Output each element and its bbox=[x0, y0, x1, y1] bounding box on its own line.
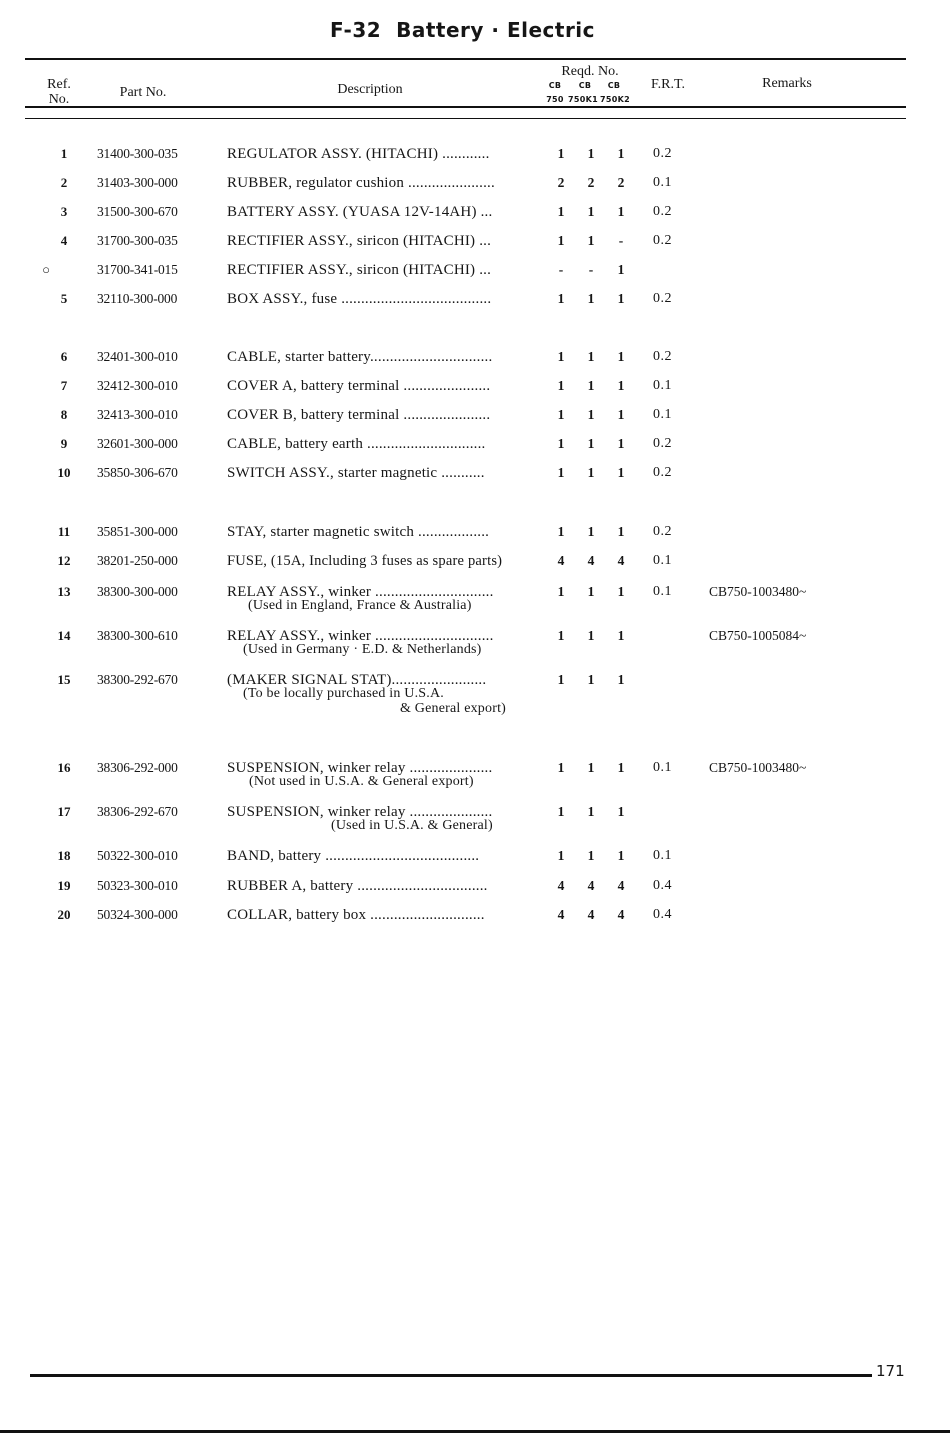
ref-number: 16 bbox=[57, 760, 71, 775]
header-model-bottom-3: 750K2 bbox=[600, 95, 630, 104]
description: RECTIFIER ASSY., siricon (HITACHI) ... bbox=[227, 233, 492, 249]
part-number: 32413-300-010 bbox=[97, 407, 178, 422]
part-number: 50324-300-000 bbox=[97, 907, 178, 922]
qty-cb750k2: 1 bbox=[617, 524, 625, 539]
ref-number: 3 bbox=[60, 204, 68, 219]
qty-cb750: 1 bbox=[557, 584, 565, 599]
page-title: F-32 Battery · Electric bbox=[329, 18, 596, 42]
table-row bbox=[0, 291, 950, 307]
part-number: 31403-300-000 bbox=[97, 175, 178, 190]
frt-value: 0.1 bbox=[653, 378, 672, 393]
ref-number: 4 bbox=[60, 233, 68, 248]
qty-cb750k2: 1 bbox=[617, 262, 625, 277]
qty-cb750k2: 1 bbox=[617, 848, 625, 863]
ref-number: 17 bbox=[57, 804, 71, 819]
part-number: 50322-300-010 bbox=[97, 848, 178, 863]
qty-cb750k2: 1 bbox=[617, 804, 625, 819]
frt-value: 0.1 bbox=[653, 175, 672, 190]
qty-cb750: 1 bbox=[557, 291, 565, 306]
header-frt: F.R.T. bbox=[650, 77, 685, 92]
qty-cb750k2: 2 bbox=[617, 175, 625, 190]
part-number: 38201-250-000 bbox=[97, 553, 178, 568]
part-number: 35850-306-670 bbox=[97, 465, 178, 480]
ref-number: 8 bbox=[60, 407, 68, 422]
description: RELAY ASSY., winker .............................. bbox=[227, 584, 494, 600]
qty-cb750k1: 1 bbox=[587, 628, 595, 643]
frt-value: 0.4 bbox=[653, 907, 672, 922]
variant-circle-marker: ○ bbox=[42, 262, 50, 277]
description: CABLE, battery earth .............................. bbox=[227, 436, 486, 452]
ref-number: 18 bbox=[57, 848, 71, 863]
qty-cb750k1: 1 bbox=[587, 233, 595, 248]
part-number: 38300-300-610 bbox=[97, 628, 178, 643]
description: BOX ASSY., fuse ...................................... bbox=[227, 291, 492, 307]
part-number: 35851-300-000 bbox=[97, 524, 178, 539]
header-remarks: Remarks bbox=[762, 76, 812, 91]
description: STAY, starter magnetic switch .................. bbox=[227, 524, 490, 540]
qty-cb750: 1 bbox=[557, 672, 565, 687]
part-number: 31400-300-035 bbox=[97, 146, 178, 161]
qty-cb750k2: 1 bbox=[617, 436, 625, 451]
description: FUSE, (15A, Including 3 fuses as spare parts) bbox=[227, 553, 503, 569]
frt-value: 0.1 bbox=[653, 848, 672, 863]
ref-number: 6 bbox=[60, 349, 68, 364]
description-note: (To be locally purchased in U.S.A. bbox=[243, 686, 444, 701]
qty-cb750: 4 bbox=[557, 907, 565, 922]
description: SUSPENSION, winker relay ..................... bbox=[227, 760, 493, 776]
frt-value: 0.4 bbox=[653, 878, 672, 893]
qty-cb750: 1 bbox=[557, 524, 565, 539]
footer-rule bbox=[30, 1374, 872, 1377]
qty-cb750k2: 1 bbox=[617, 465, 625, 480]
qty-cb750k1: 1 bbox=[587, 804, 595, 819]
qty-cb750k1: 1 bbox=[587, 146, 595, 161]
part-number: 32601-300-000 bbox=[97, 436, 178, 451]
ref-number: 13 bbox=[57, 584, 71, 599]
part-number: 38306-292-000 bbox=[97, 760, 178, 775]
description: SUSPENSION, winker relay ..................... bbox=[227, 804, 493, 820]
qty-cb750: 4 bbox=[557, 553, 565, 568]
header-part-no: Part No. bbox=[119, 85, 167, 100]
description-note: & General export) bbox=[400, 701, 507, 716]
ref-number: 20 bbox=[57, 907, 71, 922]
table-row bbox=[0, 760, 950, 776]
part-number: 32110-300-000 bbox=[97, 291, 178, 306]
description-note: (Used in Germany · E.D. & Netherlands) bbox=[243, 642, 482, 657]
header-top-rule bbox=[25, 58, 906, 60]
description: (MAKER SIGNAL STAT)........................ bbox=[227, 672, 487, 688]
qty-cb750k1: 1 bbox=[587, 407, 595, 422]
table-row bbox=[0, 175, 950, 191]
description: RELAY ASSY., winker .............................. bbox=[227, 628, 494, 644]
header-reqd-no: Reqd. No. bbox=[561, 64, 619, 79]
description-note: (Used in U.S.A. & General) bbox=[331, 818, 493, 833]
ref-number: 9 bbox=[60, 436, 68, 451]
table-row bbox=[0, 848, 950, 864]
qty-cb750: 4 bbox=[557, 878, 565, 893]
frt-value: 0.2 bbox=[653, 349, 672, 364]
part-number: 31700-300-035 bbox=[97, 233, 178, 248]
description: REGULATOR ASSY. (HITACHI) ............ bbox=[227, 146, 490, 162]
qty-cb750k2: 1 bbox=[617, 291, 625, 306]
qty-cb750k1: 2 bbox=[587, 175, 595, 190]
part-number: 32412-300-010 bbox=[97, 378, 178, 393]
qty-cb750k2: 1 bbox=[617, 628, 625, 643]
description: COVER A, battery terminal ...................... bbox=[227, 378, 491, 394]
qty-cb750: 1 bbox=[557, 804, 565, 819]
ref-number: 10 bbox=[57, 465, 71, 480]
description: RECTIFIER ASSY., siricon (HITACHI) ... bbox=[227, 262, 492, 278]
qty-cb750: 1 bbox=[557, 378, 565, 393]
table-row bbox=[0, 204, 950, 220]
header-model-top-1: CB bbox=[548, 81, 562, 90]
description-note: (Not used in U.S.A. & General export) bbox=[249, 774, 474, 789]
frt-value: 0.2 bbox=[653, 146, 672, 161]
frt-value: 0.1 bbox=[653, 760, 672, 775]
qty-cb750k1: 1 bbox=[587, 524, 595, 539]
frt-value: 0.1 bbox=[653, 553, 672, 568]
header-thin-rule bbox=[25, 118, 906, 119]
qty-cb750: 1 bbox=[557, 760, 565, 775]
qty-cb750k1: 1 bbox=[587, 584, 595, 599]
table-row bbox=[0, 436, 950, 452]
description-note: (Used in England, France & Australia) bbox=[248, 598, 472, 613]
part-number: 38300-300-000 bbox=[97, 584, 178, 599]
table-row bbox=[0, 672, 950, 688]
description: COLLAR, battery box ............................. bbox=[227, 907, 485, 923]
remarks-serial: CB750-1003480~ bbox=[709, 760, 807, 775]
part-number: 50323-300-010 bbox=[97, 878, 178, 893]
qty-cb750k1: 1 bbox=[587, 465, 595, 480]
qty-cb750k2: 1 bbox=[617, 672, 625, 687]
qty-cb750k2: 1 bbox=[617, 204, 625, 219]
page-number: 171 bbox=[876, 1362, 905, 1380]
qty-cb750: 2 bbox=[557, 175, 565, 190]
qty-cb750k2: 1 bbox=[617, 378, 625, 393]
qty-cb750: 1 bbox=[557, 628, 565, 643]
qty-cb750k2: 1 bbox=[617, 584, 625, 599]
qty-cb750: 1 bbox=[557, 349, 565, 364]
table-row bbox=[0, 233, 950, 249]
table-row bbox=[0, 465, 950, 481]
remarks-serial: CB750-1003480~ bbox=[709, 584, 807, 599]
ref-number: 14 bbox=[57, 628, 71, 643]
qty-cb750k2: 4 bbox=[617, 878, 625, 893]
qty-cb750k2: 4 bbox=[617, 907, 625, 922]
qty-cb750k2: 1 bbox=[617, 407, 625, 422]
qty-cb750k1: - bbox=[588, 262, 594, 277]
qty-cb750k1: 1 bbox=[587, 204, 595, 219]
ref-number: 15 bbox=[57, 672, 71, 687]
qty-cb750: 1 bbox=[557, 465, 565, 480]
qty-cb750k2: 4 bbox=[617, 553, 625, 568]
qty-cb750k1: 4 bbox=[587, 878, 595, 893]
ref-number: 11 bbox=[57, 524, 71, 539]
table-row bbox=[0, 349, 950, 365]
qty-cb750: 1 bbox=[557, 146, 565, 161]
frt-value: 0.2 bbox=[653, 436, 672, 451]
qty-cb750k2: 1 bbox=[617, 760, 625, 775]
qty-cb750k2: 1 bbox=[617, 349, 625, 364]
frt-value: 0.1 bbox=[653, 407, 672, 422]
qty-cb750k1: 1 bbox=[587, 378, 595, 393]
part-number: 31700-341-015 bbox=[97, 262, 178, 277]
qty-cb750: 1 bbox=[557, 436, 565, 451]
description: BAND, battery ....................................... bbox=[227, 848, 480, 864]
qty-cb750k1: 1 bbox=[587, 349, 595, 364]
description: BATTERY ASSY. (YUASA 12V-14AH) ... bbox=[227, 204, 493, 220]
table-row bbox=[0, 584, 950, 600]
part-number: 32401-300-010 bbox=[97, 349, 178, 364]
table-row bbox=[0, 262, 950, 278]
remarks-serial: CB750-1005084~ bbox=[709, 628, 807, 643]
table-row bbox=[0, 553, 950, 569]
table-row bbox=[0, 878, 950, 894]
description: RUBBER, regulator cushion ...................... bbox=[227, 175, 495, 191]
description: COVER B, battery terminal ...................... bbox=[227, 407, 491, 423]
table-row bbox=[0, 146, 950, 162]
qty-cb750k1: 4 bbox=[587, 907, 595, 922]
header-bottom-rule bbox=[25, 106, 906, 108]
qty-cb750k1: 1 bbox=[587, 672, 595, 687]
ref-number: 1 bbox=[60, 146, 68, 161]
header-model-bottom-2: 750K1 bbox=[568, 95, 598, 104]
header-model-bottom-1: 750 bbox=[546, 95, 564, 104]
bottom-edge-rule bbox=[0, 1430, 950, 1433]
part-number: 38300-292-670 bbox=[97, 672, 178, 687]
frt-value: 0.2 bbox=[653, 524, 672, 539]
description: CABLE, starter battery............................... bbox=[227, 349, 493, 365]
qty-cb750k1: 1 bbox=[587, 436, 595, 451]
description: SWITCH ASSY., starter magnetic ........... bbox=[227, 465, 485, 481]
qty-cb750k1: 1 bbox=[587, 291, 595, 306]
header-description: Description bbox=[337, 82, 403, 97]
qty-cb750: 1 bbox=[557, 848, 565, 863]
header-model-top-2: CB bbox=[578, 81, 592, 90]
table-row bbox=[0, 378, 950, 394]
ref-number: 12 bbox=[57, 553, 71, 568]
table-row bbox=[0, 407, 950, 423]
qty-cb750k1: 1 bbox=[587, 760, 595, 775]
qty-cb750k2: 1 bbox=[617, 146, 625, 161]
frt-value: 0.2 bbox=[653, 465, 672, 480]
description: RUBBER A, battery ................................. bbox=[227, 878, 488, 894]
qty-cb750k2: - bbox=[618, 233, 624, 248]
header-model-top-3: CB bbox=[607, 81, 621, 90]
ref-number: 19 bbox=[57, 878, 71, 893]
qty-cb750: 1 bbox=[557, 204, 565, 219]
part-number: 38306-292-670 bbox=[97, 804, 178, 819]
qty-cb750: - bbox=[558, 262, 564, 277]
frt-value: 0.2 bbox=[653, 291, 672, 306]
ref-number: 7 bbox=[60, 378, 68, 393]
ref-number: 2 bbox=[60, 175, 68, 190]
frt-value: 0.2 bbox=[653, 233, 672, 248]
qty-cb750: 1 bbox=[557, 407, 565, 422]
qty-cb750k1: 1 bbox=[587, 848, 595, 863]
frt-value: 0.1 bbox=[653, 584, 672, 599]
table-row bbox=[0, 907, 950, 923]
frt-value: 0.2 bbox=[653, 204, 672, 219]
qty-cb750k1: 4 bbox=[587, 553, 595, 568]
ref-number: 5 bbox=[60, 291, 68, 306]
header-ref-line2: No. bbox=[48, 92, 70, 107]
part-number: 31500-300-670 bbox=[97, 204, 178, 219]
header-ref-line1: Ref. bbox=[47, 77, 71, 92]
table-row bbox=[0, 524, 950, 540]
qty-cb750: 1 bbox=[557, 233, 565, 248]
